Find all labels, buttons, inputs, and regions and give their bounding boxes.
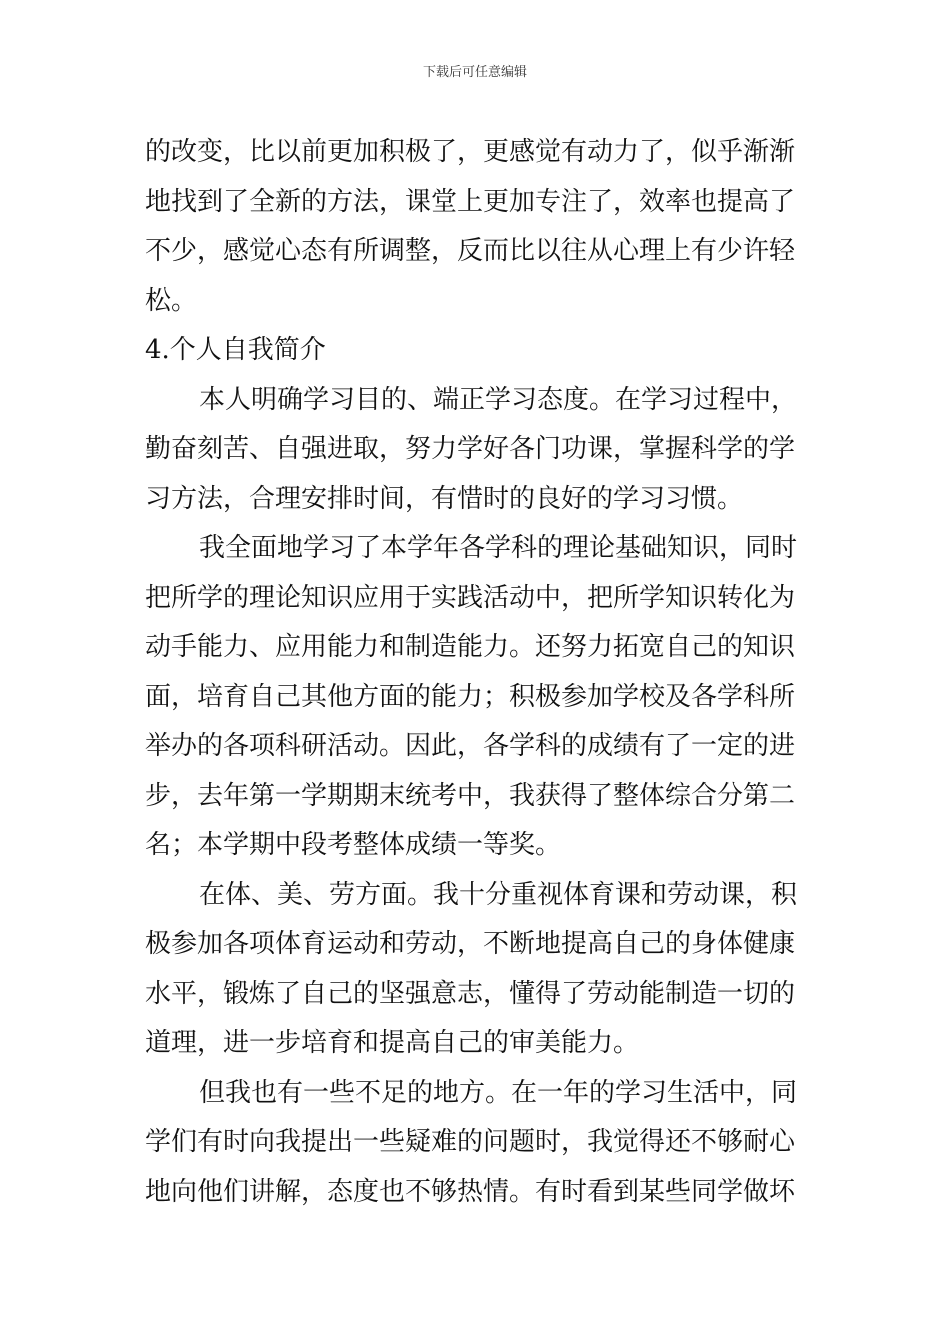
text-line: 松。 bbox=[145, 285, 198, 316]
text-line: 学们有时向我提出一些疑难的问题时，我觉得还不够耐心 bbox=[145, 1127, 796, 1157]
section-heading bbox=[145, 326, 813, 376]
text-line: 本人明确学习目的、端正学习态度。在学习过程中， bbox=[199, 384, 798, 415]
paragraph bbox=[145, 871, 813, 1069]
text-line: 举办的各项科研活动。因此，各学科的成绩有了一定的进 bbox=[145, 731, 796, 761]
text-line: 习方法，合理安排时间，有惜时的良好的学习习惯。 bbox=[145, 483, 744, 514]
text-line: 道理，进一步培育和提高自己的审美能力。 bbox=[145, 1028, 640, 1058]
text-line: 面，培育自己其他方面的能力；积极参加学校及各学科所 bbox=[145, 681, 796, 712]
text-line: 水平，锻炼了自己的坚强意志，懂得了劳动能制造一切的 bbox=[145, 978, 796, 1009]
text-line: 但我也有一些不足的地方。在一年的学习生活中，同 bbox=[199, 1077, 798, 1108]
document-body bbox=[145, 128, 813, 1217]
text-line: 的改变，比以前更加积极了，更感觉有动力了，似乎渐渐 bbox=[145, 137, 796, 167]
text-line: 名；本学期中段考整体成绩一等奖。 bbox=[145, 830, 562, 860]
text-line: 不少，感觉心态有所调整，反而比以往从心理上有少许轻 bbox=[145, 236, 796, 266]
paragraph bbox=[145, 128, 813, 326]
text-line: 我全面地学习了本学年各学科的理论基础知识，同时 bbox=[199, 533, 798, 563]
paragraph bbox=[145, 1069, 813, 1218]
text-line: 在体、美、劳方面。我十分重视体育课和劳动课，积 bbox=[199, 879, 798, 910]
text-line: 勤奋刻苦、自强进取，努力学好各门功课，掌握科学的学 bbox=[145, 434, 796, 464]
text-line: 动手能力、应用能力和制造能力。还努力拓宽自己的知识 bbox=[145, 632, 796, 662]
text-line: 极参加各项体育运动和劳动，不断地提高自己的身体健康 bbox=[145, 929, 796, 959]
page-header: 下载后可任意编辑 bbox=[422, 65, 527, 80]
text-line: 把所学的理论知识应用于实践活动中，把所学知识转化为 bbox=[145, 582, 796, 613]
paragraph bbox=[145, 376, 813, 525]
text-line: 步，去年第一学期期末统考中，我获得了整体综合分第二 bbox=[145, 780, 796, 811]
text-line: 地找到了全新的方法，课堂上更加专注了，效率也提高了 bbox=[145, 186, 796, 217]
paragraph bbox=[145, 524, 813, 871]
section-heading-text: 4.个人自我简介 bbox=[145, 335, 326, 365]
text-line: 地向他们讲解，态度也不够热情。有时看到某些同学做坏 bbox=[145, 1176, 796, 1207]
